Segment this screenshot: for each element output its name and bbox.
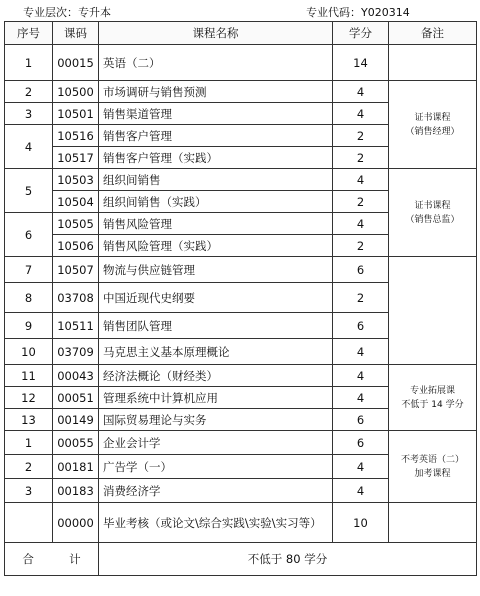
- code-cell: 00149: [53, 409, 99, 431]
- name-cell: 物流与供应链管理: [99, 257, 333, 283]
- name-cell: 组织间销售: [99, 169, 333, 191]
- name-cell: 毕业考核（或论文\综合实践\实验\实习等）: [99, 503, 333, 543]
- credit-cell: 4: [333, 339, 389, 365]
- note-cell: [389, 365, 477, 431]
- major-code: 专业代码：Y020314: [306, 6, 410, 19]
- major-level: 专业层次：专升本: [23, 6, 111, 19]
- code-cell: 10505: [53, 213, 99, 235]
- seq-cell: 10: [5, 339, 53, 365]
- name-cell: 销售团队管理: [99, 313, 333, 339]
- name-cell: 国际贸易理论与实务: [99, 409, 333, 431]
- total-row: [5, 543, 477, 576]
- name-cell: 企业会计学: [99, 431, 333, 455]
- course-table: [4, 21, 477, 576]
- seq-cell: 11: [5, 365, 53, 387]
- name-cell: 市场调研与销售预测: [99, 81, 333, 103]
- seq-cell: 8: [5, 283, 53, 313]
- seq-cell: [5, 503, 53, 543]
- page-header: [0, 0, 480, 21]
- seq-cell: 2: [5, 455, 53, 479]
- name-cell: 英语（二）: [99, 45, 333, 81]
- note-cell: [389, 257, 477, 365]
- credit-cell: 2: [333, 235, 389, 257]
- code-cell: 10516: [53, 125, 99, 147]
- code-cell: 10507: [53, 257, 99, 283]
- seq-cell: 3: [5, 103, 53, 125]
- seq-cell: 1: [5, 431, 53, 455]
- table-row: [5, 169, 477, 191]
- name-cell: 管理系统中计算机应用: [99, 387, 333, 409]
- seq-cell: 4: [5, 125, 53, 169]
- seq-cell: 2: [5, 81, 53, 103]
- credit-cell: 4: [333, 81, 389, 103]
- code-cell: 10503: [53, 169, 99, 191]
- credit-cell: 10: [333, 503, 389, 543]
- note-cert-sales-director: 证书课程 （销售总监）: [405, 200, 460, 225]
- credit-cell: 4: [333, 455, 389, 479]
- credit-cell: 14: [333, 45, 389, 81]
- name-cell: 消费经济学: [99, 479, 333, 503]
- col-note: 备注: [389, 22, 477, 45]
- code-cell: 03709: [53, 339, 99, 365]
- credit-cell: 4: [333, 479, 389, 503]
- credit-cell: 6: [333, 431, 389, 455]
- code-cell: 03708: [53, 283, 99, 313]
- credit-cell: 2: [333, 191, 389, 213]
- name-cell: 广告学（一）: [99, 455, 333, 479]
- table-row: [5, 503, 477, 543]
- table-row: [5, 45, 477, 81]
- note-cell: [389, 431, 477, 503]
- name-cell: 经济法概论（财经类）: [99, 365, 333, 387]
- total-label-left: 合: [22, 552, 34, 566]
- table-row: [5, 431, 477, 455]
- credit-cell: 4: [333, 387, 389, 409]
- credit-cell: 4: [333, 169, 389, 191]
- credit-cell: 6: [333, 257, 389, 283]
- total-label-right: 计: [69, 552, 81, 566]
- credit-cell: 6: [333, 313, 389, 339]
- credit-cell: 4: [333, 213, 389, 235]
- note-cell: [389, 503, 477, 543]
- credit-cell: 2: [333, 147, 389, 169]
- seq-cell: 13: [5, 409, 53, 431]
- code-cell: 10511: [53, 313, 99, 339]
- seq-cell: 1: [5, 45, 53, 81]
- code-cell: 10501: [53, 103, 99, 125]
- code-cell: 10500: [53, 81, 99, 103]
- code-cell: 00183: [53, 479, 99, 503]
- note-expansion: 专业拓展课 不低于 14 学分: [401, 385, 464, 410]
- seq-cell: 9: [5, 313, 53, 339]
- note-cell: [389, 45, 477, 81]
- code-cell: 00055: [53, 431, 99, 455]
- name-cell: 销售风险管理（实践）: [99, 235, 333, 257]
- name-cell: 销售客户管理: [99, 125, 333, 147]
- code-cell: 00181: [53, 455, 99, 479]
- code-cell: 00051: [53, 387, 99, 409]
- credit-cell: 4: [333, 103, 389, 125]
- code-cell: 10517: [53, 147, 99, 169]
- note-cell: [389, 169, 477, 257]
- total-label: [5, 543, 99, 576]
- total-value: 不低于 80 学分: [99, 543, 477, 576]
- seq-cell: 7: [5, 257, 53, 283]
- col-name: 课程名称: [99, 22, 333, 45]
- name-cell: 销售渠道管理: [99, 103, 333, 125]
- name-cell: 组织间销售（实践）: [99, 191, 333, 213]
- code-cell: 00015: [53, 45, 99, 81]
- code-cell: 10506: [53, 235, 99, 257]
- code-cell: 00043: [53, 365, 99, 387]
- col-credit: 学分: [333, 22, 389, 45]
- table-row: [5, 257, 477, 283]
- credit-cell: 4: [333, 365, 389, 387]
- code-cell: 00000: [53, 503, 99, 543]
- note-no-english: 不考英语（二） 加考课程: [400, 454, 464, 479]
- credit-cell: 2: [333, 125, 389, 147]
- seq-cell: 12: [5, 387, 53, 409]
- table-row: [5, 81, 477, 103]
- col-code: 课码: [53, 22, 99, 45]
- note-cert-sales-manager: 证书课程 （销售经理）: [405, 112, 460, 137]
- seq-cell: 5: [5, 169, 53, 213]
- seq-cell: 6: [5, 213, 53, 257]
- seq-cell: 3: [5, 479, 53, 503]
- name-cell: 马克思主义基本原理概论: [99, 339, 333, 365]
- col-seq: 序号: [5, 22, 53, 45]
- table-row: [5, 365, 477, 387]
- note-cell: [389, 81, 477, 169]
- table-header-row: [5, 22, 477, 45]
- name-cell: 销售风险管理: [99, 213, 333, 235]
- name-cell: 销售客户管理（实践）: [99, 147, 333, 169]
- code-cell: 10504: [53, 191, 99, 213]
- name-cell: 中国近现代史纲要: [99, 283, 333, 313]
- credit-cell: 2: [333, 283, 389, 313]
- credit-cell: 6: [333, 409, 389, 431]
